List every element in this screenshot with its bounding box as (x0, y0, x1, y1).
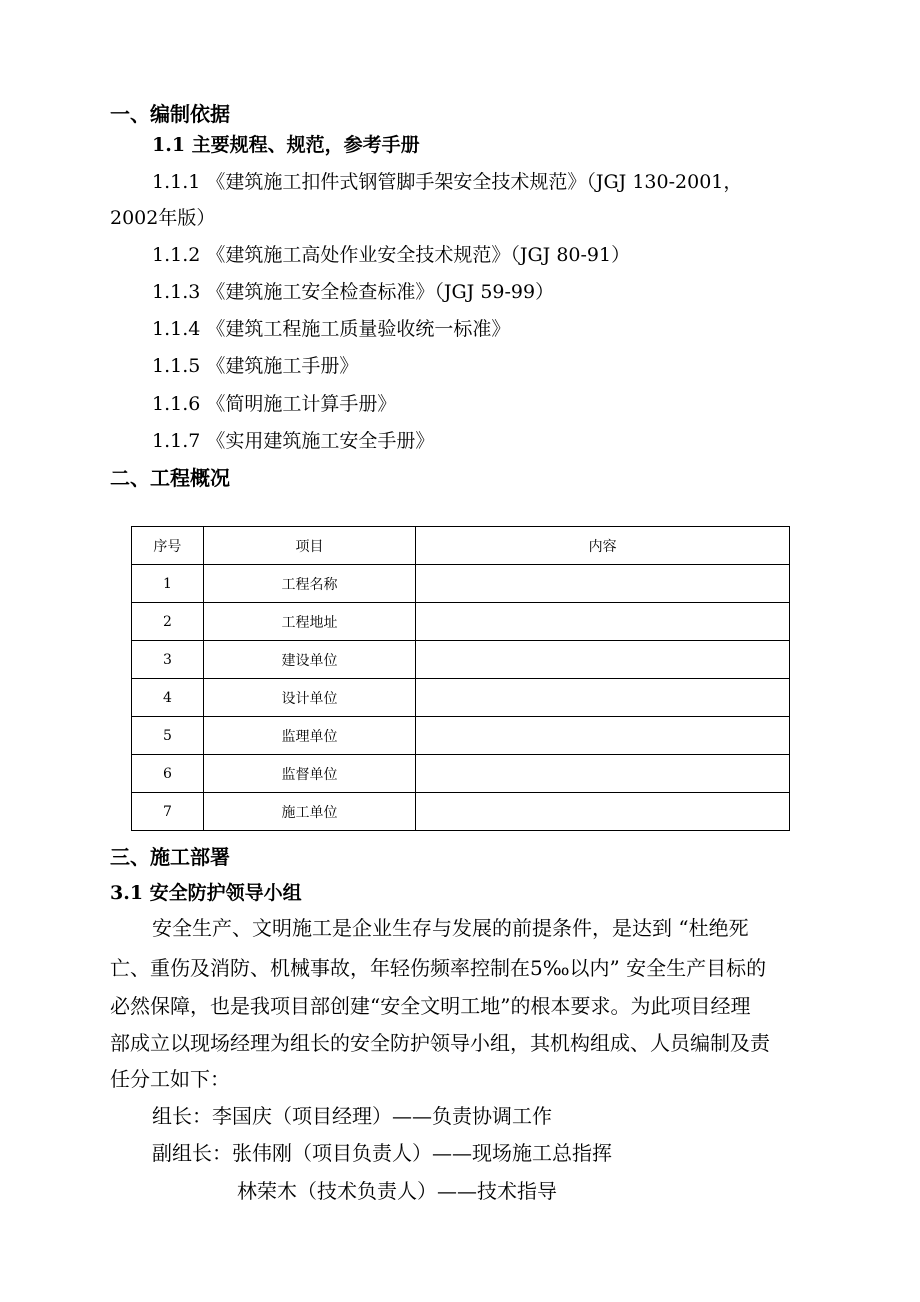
table-cell: 监督单位 (203, 755, 415, 793)
paragraph-line: 亡、重伤及消防、机械事故，年轻伤频率控制在5‰以内” 安全生产目标的 (110, 956, 767, 980)
table-row (132, 679, 790, 717)
table-cell (416, 565, 790, 603)
member-line: 副组长：张伟刚（项目负责人）——现场施工总指挥 (152, 1141, 612, 1165)
table-cell: 7 (132, 793, 204, 831)
table-cell (416, 603, 790, 641)
column-header: 项目 (203, 527, 415, 565)
table-cell: 建设单位 (203, 641, 415, 679)
table-row (132, 565, 790, 603)
column-header: 序号 (132, 527, 204, 565)
table-cell (416, 755, 790, 793)
table-cell: 2 (132, 603, 204, 641)
section-1-1-heading: 1.1 主要规程、规范，参考手册 (152, 134, 420, 156)
paragraph-line: 必然保障，也是我项目部创建“安全文明工地”的根本要求。为此项目经理 (110, 994, 751, 1018)
table-row (132, 641, 790, 679)
table-cell: 3 (132, 641, 204, 679)
table-cell (416, 717, 790, 755)
table-header-row (132, 527, 790, 565)
table-cell (416, 641, 790, 679)
section-1-heading: 一、编制依据 (110, 102, 230, 126)
table-cell: 1 (132, 565, 204, 603)
table-row (132, 793, 790, 831)
reference-item-continuation: 2002年版） (110, 207, 216, 229)
reference-item: 1.1.5 《建筑施工手册》 (152, 355, 359, 377)
table-cell (416, 793, 790, 831)
section-3-heading: 三、施工部署 (110, 845, 230, 869)
table-row (132, 755, 790, 793)
reference-item: 1.1.4 《建筑工程施工质量验收统一标准》 (152, 318, 511, 340)
section-3-1-heading: 3.1 安全防护领导小组 (110, 882, 302, 904)
column-header: 内容 (416, 527, 790, 565)
section-2-heading: 二、工程概况 (110, 466, 230, 490)
table-cell: 工程名称 (203, 565, 415, 603)
member-line: 林荣木（技术负责人）——技术指导 (237, 1179, 557, 1203)
table-cell: 施工单位 (203, 793, 415, 831)
table-cell: 设计单位 (203, 679, 415, 717)
table-cell: 监理单位 (203, 717, 415, 755)
reference-item: 1.1.6 《简明施工计算手册》 (152, 393, 397, 415)
table-row (132, 603, 790, 641)
reference-item: 1.1.3 《建筑施工安全检查标准》（JGJ 59-99） (152, 281, 555, 303)
paragraph-line: 部成立以现场经理为组长的安全防护领导小组，其机构组成、人员编制及责 (110, 1031, 770, 1055)
reference-item: 1.1.1 《建筑施工扣件式钢管脚手架安全技术规范》（JGJ 130-2001， (152, 171, 743, 193)
project-overview-table (131, 526, 790, 831)
table-cell (416, 679, 790, 717)
member-line: 组长：李国庆（项目经理）——负责协调工作 (152, 1104, 552, 1128)
table-row (132, 717, 790, 755)
table-cell: 6 (132, 755, 204, 793)
paragraph-line: 任分工如下： (110, 1067, 230, 1091)
table-cell: 5 (132, 717, 204, 755)
reference-item: 1.1.7 《实用建筑施工安全手册》 (152, 430, 435, 452)
paragraph-line: 安全生产、文明施工是企业生存与发展的前提条件，是达到 “杜绝死 (152, 916, 749, 940)
table-cell: 工程地址 (203, 603, 415, 641)
reference-item: 1.1.2 《建筑施工高处作业安全技术规范》（JGJ 80-91） (152, 244, 631, 266)
table-cell: 4 (132, 679, 204, 717)
